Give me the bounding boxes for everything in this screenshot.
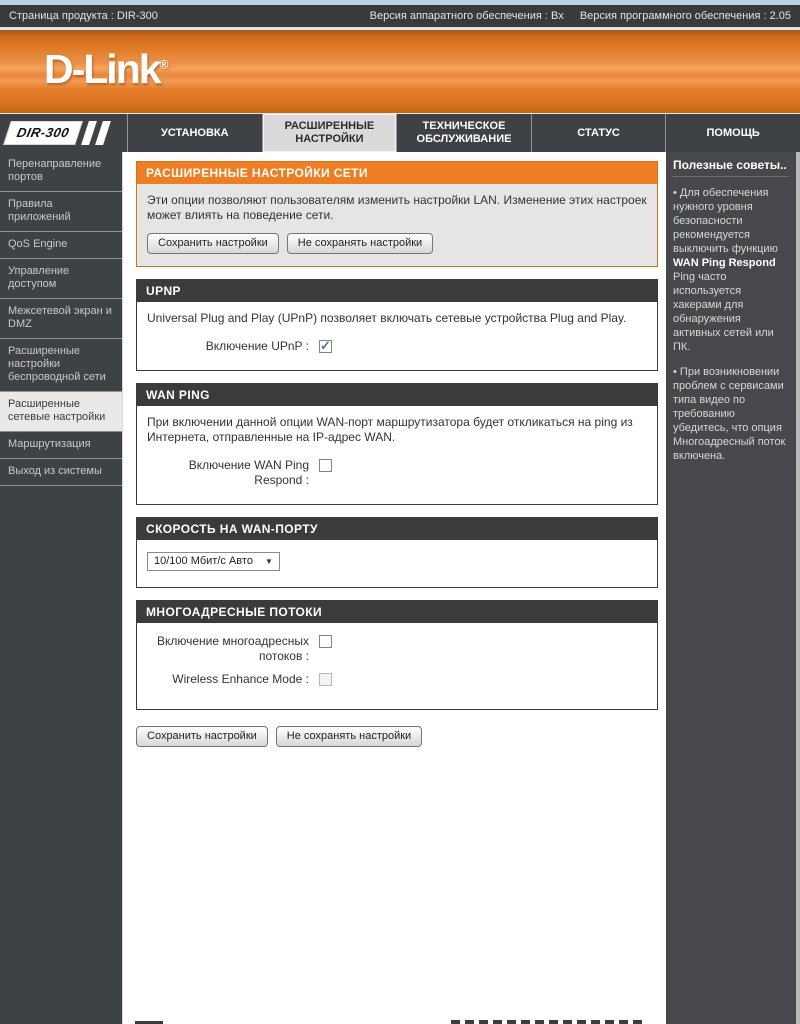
sidebar-item-routing[interactable]: Маршрутизация [0, 432, 122, 459]
wan-speed-selected-value: 10/100 Мбит/с Авто [154, 555, 253, 567]
firmware-version-label: Версия программного обеспечения : 2.05 [579, 10, 791, 22]
sidebar-item-qos-engine[interactable]: QoS Engine [0, 232, 122, 259]
content-area [123, 152, 666, 1024]
badge-slash-icon [81, 121, 97, 145]
sidebar-item-advanced-wireless[interactable]: Расширенные настройки беспроводной сети [0, 339, 122, 392]
upnp-section [136, 279, 658, 371]
multicast-section-header: МНОГОАДРЕСНЫЕ ПОТОКИ [137, 601, 657, 623]
sidebar-item-advanced-network[interactable]: Расширенные сетевые настройки [0, 392, 122, 432]
product-page-label: Страница продукта : DIR-300 [9, 10, 158, 22]
brand-banner [0, 30, 800, 114]
wireless-enhance-checkbox[interactable] [319, 673, 332, 686]
save-settings-button-bottom[interactable]: Сохранить настройки [136, 726, 268, 747]
tab-setup[interactable]: УСТАНОВКА [127, 114, 262, 152]
title-bar [0, 5, 800, 27]
wan-ping-section-header: WAN PING [137, 384, 657, 406]
wan-ping-enable-checkbox[interactable] [319, 459, 332, 472]
hardware-version-label: Версия аппаратного обеспечения : Bx [369, 10, 564, 22]
model-badge-plate [3, 121, 83, 145]
tab-advanced[interactable]: РАСШИРЕННЫЕ НАСТРОЙКИ [262, 114, 397, 152]
multicast-section [136, 600, 658, 710]
model-badge-label: DIR-300 [15, 125, 71, 140]
wireless-enhance-label: Wireless Enhance Mode : [172, 672, 309, 686]
multicast-enable-label: Включение многоадресных потоков : [156, 634, 309, 663]
upnp-enable-checkbox[interactable] [319, 340, 332, 353]
main-tab-bar [0, 114, 800, 152]
chevron-down-icon: ▼ [264, 556, 273, 566]
registered-trademark-icon: ® [159, 57, 169, 72]
wan-speed-section-header: СКОРОСТЬ НА WAN-ПОРТУ [137, 518, 657, 540]
save-settings-button-top[interactable]: Сохранить настройки [147, 233, 279, 254]
multicast-enable-checkbox[interactable] [319, 635, 332, 648]
upnp-description: Universal Plug and Play (UPnP) позволяет включать сетевые устройства Plug and Play. [147, 311, 627, 325]
footer-partial-content [451, 1020, 646, 1024]
main-area [0, 152, 800, 1024]
hint-bold-term: WAN Ping Respond [673, 257, 776, 269]
device-model-badge [0, 114, 127, 152]
sidebar-item-firewall-dmz[interactable]: Межсетевой экран и DMZ [0, 299, 122, 339]
sidebar-item-access-control[interactable]: Управление доступом [0, 259, 122, 299]
notice-text: Эти опции позволяют пользователям изменить настройки LAN. Изменение этих настроек может влиять на поведение сети. [147, 193, 647, 222]
hint-multicast: • При возникновении проблем с сервисами типа видео по требованию убедитесь, что опция Многоадресный поток включена. [673, 365, 789, 463]
upnp-section-header: UPNP [137, 280, 657, 302]
dont-save-settings-button-top[interactable]: Не сохранять настройки [287, 233, 433, 254]
wan-ping-section [136, 383, 658, 505]
wan-ping-description: При включении данной опции WAN-порт маршрутизатора будет откликаться на ping из Интернета, отправленные на IP-адрес WAN. [147, 415, 633, 444]
tab-help[interactable]: ПОМОЩЬ [665, 114, 800, 152]
tab-maintenance[interactable]: ТЕХНИЧЕСКОЕ ОБСЛУЖИВАНИЕ [396, 114, 531, 152]
wan-speed-select[interactable] [147, 552, 280, 571]
hint-wan-ping: • Для обеспечения нужного уровня безопасности рекомендуется выключить функцию WAN Ping Respond Ping часто используется хакерами для обнаружения активных сетей или ПК. [673, 186, 789, 354]
sidebar-item-logout[interactable]: Выход из системы [0, 459, 122, 486]
sidebar-item-application-rules[interactable]: Правила приложений [0, 192, 122, 232]
sidebar-item-port-forwarding[interactable]: Перенаправление портов [0, 152, 122, 192]
wan-speed-section [136, 517, 658, 588]
tab-status[interactable]: СТАТУС [531, 114, 666, 152]
hints-title: Полезные советы.. [673, 158, 789, 177]
advanced-network-notice-box [136, 161, 658, 267]
left-nav-sidebar [0, 152, 123, 1024]
dont-save-settings-button-bottom[interactable]: Не сохранять настройки [276, 726, 422, 747]
page-right-border [796, 152, 800, 1024]
badge-slash-icon [95, 121, 111, 145]
helpful-hints-sidebar [666, 152, 796, 1024]
upnp-enable-label: Включение UPnP : [205, 339, 309, 353]
wan-ping-enable-label: Включение WAN Ping Respond : [188, 458, 309, 487]
dlink-logo: D-Link® [44, 46, 169, 92]
notice-header: РАСШИРЕННЫЕ НАСТРОЙКИ СЕТИ [137, 162, 657, 184]
